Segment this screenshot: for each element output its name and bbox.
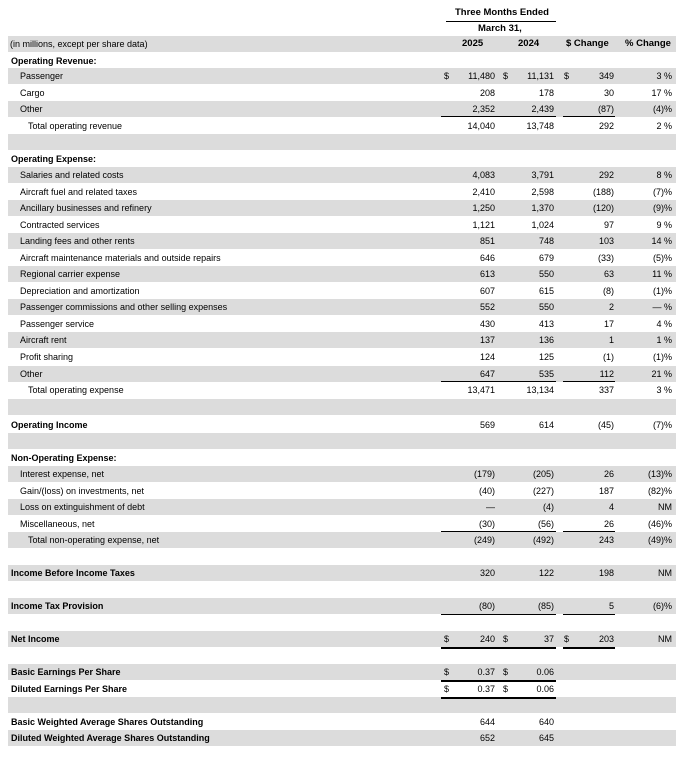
col-change-header: $ Change [566,38,609,49]
table-row [8,615,676,631]
table-row [8,349,676,365]
percent-change: 3 % [656,71,672,81]
value-2024: 3,791 [531,170,554,180]
percent-change: (82)% [647,486,672,496]
table-row [8,53,676,69]
value-2024: 0.06 [536,684,554,694]
row-label: Landing fees and other rents [20,236,135,246]
table-row [8,730,676,746]
value-2025: 13,471 [467,385,495,395]
value-2025: 851 [479,236,495,246]
table-row [8,450,676,466]
rule-line [563,531,615,532]
table-row [8,631,676,647]
dollar-change: (120) [592,203,614,213]
row-label: Gain/(loss) on investments, net [20,486,145,496]
currency-symbol: $ [564,634,570,644]
dollar-change: 30 [603,88,614,98]
value-2025: 652 [479,733,495,743]
dollar-change: (8) [603,286,614,296]
dollar-change: 26 [603,469,614,479]
table-row [8,499,676,515]
value-2025: 320 [479,568,495,578]
value-2025: 644 [479,717,495,727]
percent-change: NM [658,568,672,578]
value-2024: (85) [537,601,554,611]
dollar-change: 97 [603,220,614,230]
value-2025: (80) [478,601,495,611]
currency-symbol: $ [444,71,450,81]
currency-symbol: $ [444,634,450,644]
table-row [8,532,676,548]
table-row [8,648,676,664]
value-2025: 2,352 [472,104,495,114]
value-2024: 550 [538,302,554,312]
table-row [8,283,676,299]
value-2025: 4,083 [472,170,495,180]
percent-change: (7)% [652,187,672,197]
percent-change: NM [658,502,672,512]
dollar-change: 63 [603,269,614,279]
value-2024: 122 [538,568,554,578]
row-label: Basic Weighted Average Shares Outstanding [11,717,204,727]
value-2024: 614 [538,420,554,430]
currency-symbol: $ [503,684,509,694]
percent-change: 4 % [656,319,672,329]
percent-change: 8 % [656,170,672,180]
value-2024: 645 [538,733,554,743]
row-label: Diluted Earnings Per Share [11,684,128,694]
value-2024: 1,370 [531,203,554,213]
value-2024: 413 [538,319,554,329]
value-2025: 0.37 [477,684,495,694]
table-row [8,366,676,382]
rule-line [441,116,556,117]
table-row [8,316,676,332]
percent-change: — % [652,302,672,312]
value-2025: 240 [479,634,495,644]
row-label: Contracted services [20,220,100,230]
table-row [8,565,676,581]
row-label: Loss on extinguishment of debt [20,502,145,512]
table-row [8,399,676,415]
dollar-change: 103 [598,236,614,246]
dollar-change: (87) [597,104,614,114]
table-row [8,433,676,449]
percent-change: 9 % [656,220,672,230]
dollar-change: 337 [598,385,614,395]
row-label: Basic Earnings Per Share [11,667,121,677]
table-row [8,233,676,249]
dollar-change: 112 [599,369,614,379]
value-2025: (30) [478,519,495,529]
value-2025: 124 [479,352,495,362]
row-label: Depreciation and amortization [20,286,140,296]
dollar-change: (188) [592,187,614,197]
col-pct-header: % Change [625,38,671,49]
value-2025: 11,480 [468,71,495,81]
percent-change: (13)% [647,469,672,479]
table-row [8,664,676,680]
rule-line [563,381,615,382]
table-row [8,697,676,713]
percent-change: (46)% [647,519,672,529]
value-2024: (492) [532,535,554,545]
rule-line [563,116,615,117]
value-2024: 640 [538,717,554,727]
value-2024: (227) [532,486,554,496]
value-2024: 125 [538,352,554,362]
table-row [8,85,676,101]
table-row [8,466,676,482]
rule-line [441,531,556,532]
value-2024: 178 [538,88,554,98]
value-2024: 13,748 [526,121,554,131]
percent-change: (49)% [647,535,672,545]
table-row [8,681,676,697]
row-label: Other [20,104,43,114]
value-2024: 679 [538,253,554,263]
percent-change: 14 % [651,236,672,246]
row-label: Income Tax Provision [11,601,104,611]
value-2024: 0.06 [536,667,554,677]
dollar-change: 203 [598,634,614,644]
rule-line [563,647,615,649]
currency-symbol: $ [444,684,450,694]
table-row [8,134,676,150]
dollar-change: 198 [598,568,614,578]
value-2024: 1,024 [531,220,554,230]
value-2025: 1,250 [472,203,495,213]
table-row [8,68,676,84]
value-2024: 13,134 [526,385,554,395]
row-label: Aircraft fuel and related taxes [20,187,138,197]
value-2024: 37 [543,634,554,644]
col-2025-header: 2025 [462,38,484,49]
row-label: Passenger service [20,319,95,329]
date-heading: March 31, [478,23,522,34]
rule-line [441,614,556,615]
row-label: Total non-operating expense, net [28,535,160,545]
period-heading: Three Months Ended [455,7,549,18]
dollar-change: 349 [598,71,614,81]
rule-line [441,680,556,682]
percent-change: (9)% [652,203,672,213]
rule-line [441,647,556,649]
percent-change: (4)% [652,104,672,114]
table-row [8,200,676,216]
value-2024: 11,131 [527,71,554,81]
table-row [8,582,676,598]
table-row [8,101,676,117]
table-row [8,118,676,134]
currency-symbol: $ [503,667,509,677]
dollar-change: 292 [598,170,614,180]
row-label: Ancillary businesses and refinery [20,203,152,213]
period-underline [446,21,556,22]
row-label: Regional carrier expense [20,269,121,279]
value-2025: 1,121 [472,220,495,230]
row-label: Passenger commissions and other selling expenses [20,302,228,312]
percent-change: (1)% [652,286,672,296]
table-row [8,714,676,730]
table-row [8,332,676,348]
row-label: Net Income [11,634,60,644]
dollar-change: 4 [608,502,614,512]
percent-change: 11 % [652,269,672,279]
percent-change: 1 % [656,335,672,345]
value-2024: 2,439 [531,104,554,114]
col-2024-header: 2024 [518,38,540,49]
table-row [8,598,676,614]
dollar-change: 17 [603,319,614,329]
value-2025: 208 [479,88,495,98]
row-label: Operating Income [11,420,88,430]
dollar-change: 26 [603,519,614,529]
dollar-change: 243 [598,535,614,545]
percent-change: (7)% [652,420,672,430]
dollar-change: 292 [598,121,614,131]
dollar-change: 5 [608,601,614,611]
value-2025: 613 [479,269,495,279]
value-2024: (4) [543,502,554,512]
percent-change: 17 % [651,88,672,98]
rule-line [563,614,615,615]
value-2024: 615 [538,286,554,296]
value-2024: (205) [532,469,554,479]
row-label: Diluted Weighted Average Shares Outstanding [11,733,210,743]
row-label: Operating Expense: [11,154,97,164]
table-row [8,516,676,532]
table-row [8,299,676,315]
row-label: Other [20,369,43,379]
row-label: Interest expense, net [20,469,105,479]
value-2025: (179) [473,469,495,479]
table-row [8,417,676,433]
percent-change: 21 % [651,369,672,379]
dollar-change: 2 [608,302,614,312]
value-2025: 647 [479,369,495,379]
currency-symbol: $ [564,71,570,81]
row-label: Aircraft rent [20,335,67,345]
percent-change: 3 % [656,385,672,395]
row-label: Total operating revenue [28,121,123,131]
percent-change: 2 % [656,121,672,131]
value-2025: 569 [479,420,495,430]
percent-change: (1)% [652,352,672,362]
table-row [8,382,676,398]
dollar-change: (33) [597,253,614,263]
value-2025: — [486,502,495,512]
value-2024: (56) [537,519,554,529]
row-label: Profit sharing [20,352,74,362]
table-row [8,549,676,565]
value-2025: (40) [478,486,495,496]
column-header-row [8,36,676,52]
value-2025: 137 [479,335,495,345]
percent-change: (6)% [652,601,672,611]
dollar-change: (45) [597,420,614,430]
value-2024: 2,598 [531,187,554,197]
value-2024: 535 [538,369,554,379]
currency-symbol: $ [444,667,450,677]
table-row [8,151,676,167]
dollar-change: (1) [603,352,614,362]
row-label: Passenger [20,71,64,81]
row-label: Cargo [20,88,45,98]
table-row [8,483,676,499]
row-label: Income Before Income Taxes [11,568,135,578]
row-label: Total operating expense [28,385,124,395]
rule-line [441,697,556,699]
rule-line [441,381,556,382]
value-2025: 2,410 [472,187,495,197]
value-2025: 430 [479,319,495,329]
percent-change: (5)% [652,253,672,263]
value-2025: 607 [479,286,495,296]
table-row [8,250,676,266]
row-label: Operating Revenue: [11,56,97,66]
value-2025: 646 [479,253,495,263]
value-2024: 748 [538,236,554,246]
currency-symbol: $ [503,634,509,644]
percent-change: NM [658,634,672,644]
value-2024: 550 [538,269,554,279]
units-note: (in millions, except per share data) [10,39,148,49]
table-row [8,167,676,183]
dollar-change: 1 [608,335,614,345]
currency-symbol: $ [503,71,509,81]
row-label: Non-Operating Expense: [11,453,117,463]
value-2025: 14,040 [467,121,495,131]
value-2025: 552 [479,302,495,312]
value-2025: (249) [473,535,495,545]
row-label: Miscellaneous, net [20,519,95,529]
table-row [8,184,676,200]
table-row [8,266,676,282]
row-label: Salaries and related costs [20,170,124,180]
table-row [8,217,676,233]
value-2025: 0.37 [477,667,495,677]
value-2024: 136 [538,335,554,345]
row-label: Aircraft maintenance materials and outside repairs [20,253,221,263]
dollar-change: 187 [598,486,614,496]
